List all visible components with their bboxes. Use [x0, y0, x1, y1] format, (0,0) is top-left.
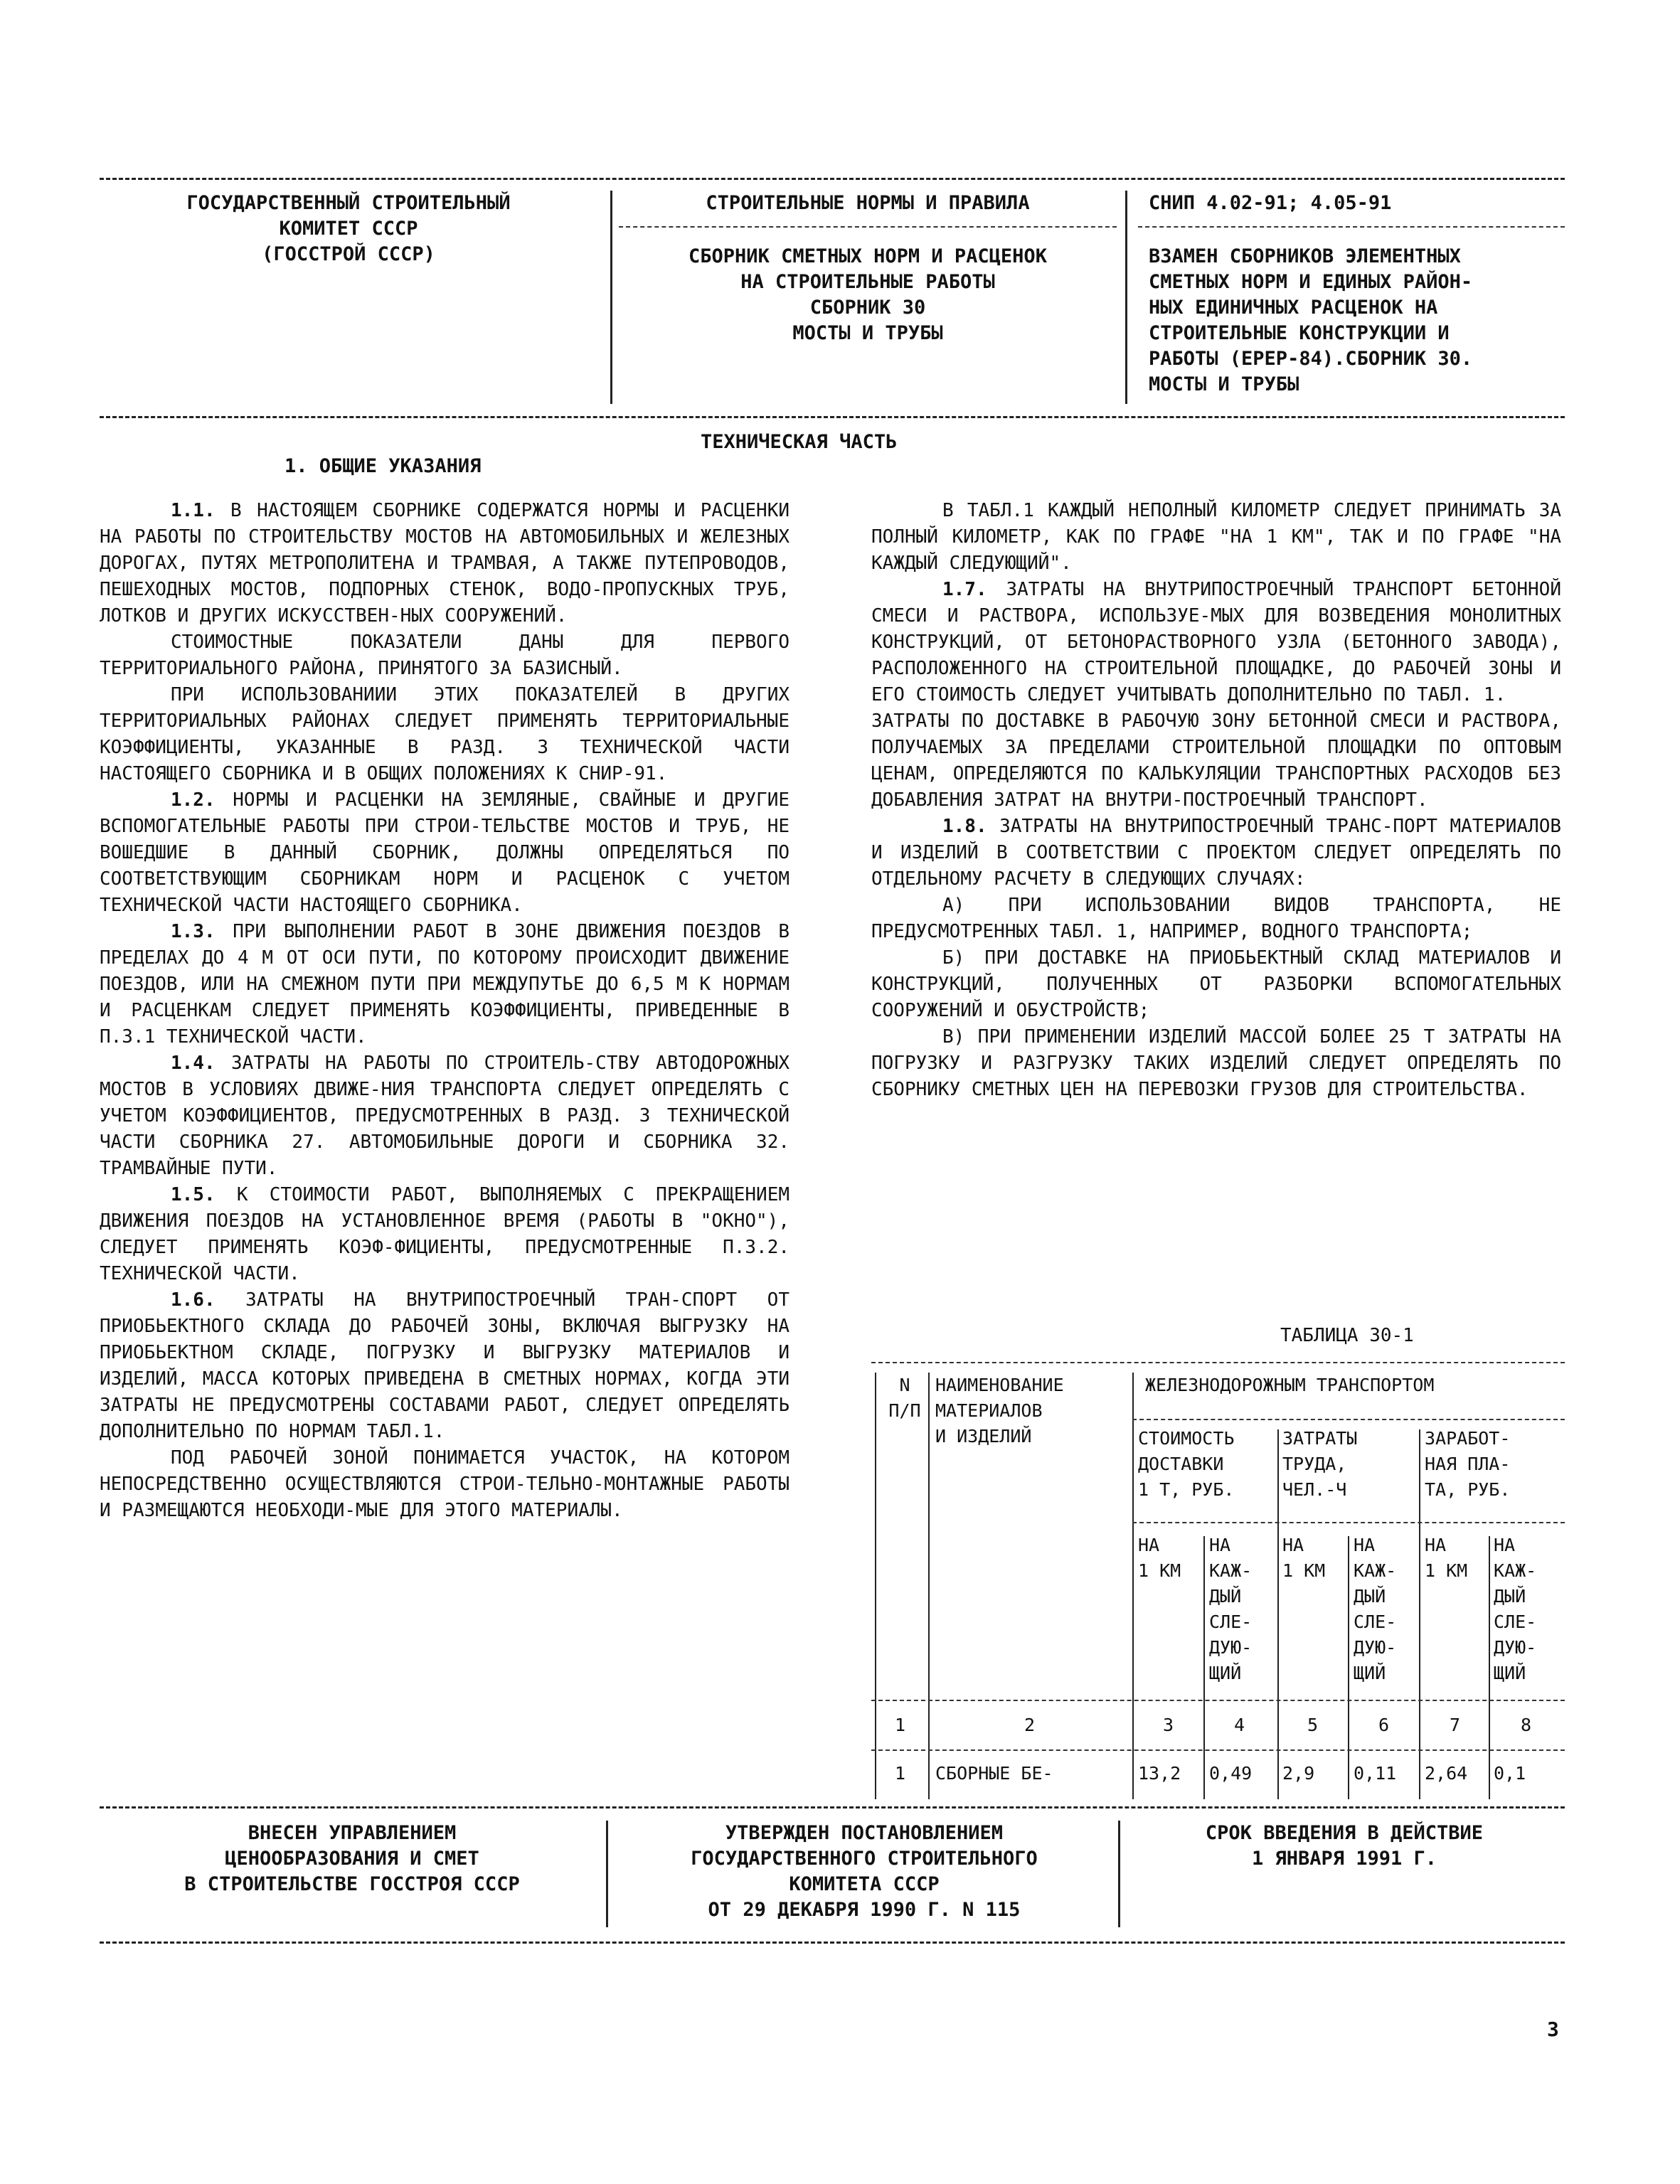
- paragraph-number: 1.7.: [942, 579, 987, 600]
- paragraph-text: ПОД РАБОЧЕЙ ЗОНОЙ ПОНИМАЕТСЯ УЧАСТОК, НА КОТОРОМ НЕПОСРЕДСТВЕННО ОСУЩЕСТВЛЯЮТСЯ СТРОИ-ТЕЛЬНО-МОНТАЖНЫЕ РАБОТЫ И РАЗМЕЩАЮТСЯ НЕОБХОДИ-МЫЕ ДЛЯ ЭТОГО МАТЕРИАЛЫ.: [100, 1447, 790, 1521]
- per-each-header: [1354, 1533, 1396, 1686]
- per-each-header: [1494, 1533, 1536, 1686]
- issuer-line: КОМИТЕТ СССР: [279, 218, 418, 240]
- per-first-label: 1 КМ: [1425, 1560, 1468, 1581]
- per-each-label: ЩИЙ: [1209, 1663, 1242, 1683]
- page-number: 3: [1547, 2018, 1559, 2041]
- subsection-title: 1. ОБЩИЕ УКАЗАНИЯ: [285, 455, 482, 477]
- per-each-label: ДУЮ-: [1354, 1637, 1397, 1658]
- paragraph: [100, 1445, 790, 1524]
- replaces-line: РАБОТЫ (ЕРЕР-84).СБОРНИК 30.: [1149, 348, 1473, 370]
- per-each-label: НА: [1354, 1535, 1376, 1555]
- table-vline: [1132, 1373, 1134, 1799]
- collection-line: МОСТЫ И ТРУБЫ: [792, 322, 943, 344]
- wage-label: ТА, РУБ.: [1425, 1479, 1511, 1500]
- table-top-rule: [871, 1362, 1565, 1363]
- paragraph-text: ЗАТРАТЫ НА ВНУТРИПОСТРОЕЧНЫЙ ТРАНСПОРТ БЕТОННОЙ СМЕСИ И РАСТВОРА, ИСПОЛЬЗУЕ-МЫХ ДЛЯ ВОЗВЕДЕНИЯ МОНОЛИТНЫХ КОНСТРУКЦИЙ, ОТ БЕТОНОРАСТВОРНОГО УЗЛА (БЕТОННОГО ЗАВОДА), РАСПОЛОЖЕННОГО НА СТРОИТЕЛЬНОЙ ПЛОЩАДКЕ, ДО РАБОЧЕЙ ЗОНЫ И ЕГО СТОИМОСТЬ СЛЕДУЕТ УЧИТЫВАТЬ ДОПОЛНИТЕЛЬНО ПО ТАБЛ. 1.: [871, 579, 1561, 705]
- paragraph-text: ПРИ ИСПОЛЬЗОВАНИИИ ЭТИХ ПОКАЗАТЕЛЕЙ В ДРУГИХ ТЕРРИТОРИАЛЬНЫХ РАЙОНАХ СЛЕДУЕТ ПРИМЕНЯТЬ ТЕРРИТОРИАЛЬНЫЕ КОЭФФИЦИЕНТЫ, УКАЗАННЫЕ В РАЗД. 3 ТЕХНИЧЕСКОЙ ЧАСТИ НАСТОЯЩЕГО СБОРНИКА И В ОБЩИХ ПОЛОЖЕНИЯХ К СНИР-91.: [100, 684, 790, 784]
- paragraph: [100, 682, 790, 787]
- paragraph-text: В) ПРИ ПРИМЕНЕНИИ ИЗДЕЛИЙ МАССОЙ БОЛЕЕ 25 Т ЗАТРАТЫ НА ПОГРУЗКУ И РАЗГРУЗКУ ТАКИХ ИЗДЕЛИЙ СЛЕДУЕТ ОПРЕДЕЛЯТЬ ПО СБОРНИКУ СМЕТНЫХ ЦЕН НА ПЕРЕВОЗКИ ГРУЗОВ ДЛЯ СТРОИТЕЛЬСТВА.: [871, 1026, 1561, 1100]
- paragraph: [100, 787, 790, 919]
- per-each-label: КАЖ-: [1209, 1560, 1253, 1581]
- paragraph-text: В ТАБЛ.1 КАЖДЫЙ НЕПОЛНЫЙ КИЛОМЕТР СЛЕДУЕТ ПРИНИМАТЬ ЗА ПОЛНЫЙ КИЛОМЕТР, КАК ПО ГРАФЕ "НА 1 КМ", ТАК И ПО ГРАФЕ "НА КАЖДЫЙ СЛЕДУЮЩИЙ".: [871, 500, 1561, 574]
- group-header: ЖЕЛЕЗНОДОРОЖНЫМ ТРАНСПОРТОМ: [1145, 1375, 1435, 1395]
- labor-label: ЗАТРАТЫ: [1282, 1428, 1358, 1449]
- per-each-label: ДУЮ-: [1494, 1637, 1537, 1658]
- table-hline: [1132, 1419, 1565, 1420]
- replaces-line: СТРОИТЕЛЬНЫЕ КОНСТРУКЦИИ И: [1149, 322, 1450, 344]
- footer-line: СРОК ВВЕДЕНИЯ В ДЕЙСТВИЕ: [1205, 1822, 1484, 1844]
- paragraph: [100, 1182, 790, 1287]
- per-each-label: СЛЕ-: [1209, 1612, 1253, 1632]
- paragraph-number: 1.5.: [171, 1184, 216, 1205]
- table-vline: [1203, 1536, 1205, 1799]
- paragraph: [871, 577, 1561, 708]
- col-name-label: И ИЗДЕЛИЙ: [935, 1426, 1032, 1447]
- footer-approved: [619, 1821, 1110, 1923]
- footer-line: ВНЕСЕН УПРАВЛЕНИЕМ: [248, 1822, 457, 1844]
- cost-header: [1138, 1426, 1234, 1503]
- per-each-label: НА: [1494, 1535, 1516, 1555]
- footer-line: ЦЕНООБРАЗОВАНИЯ И СМЕТ: [225, 1848, 479, 1870]
- column-number: 6: [1378, 1715, 1390, 1735]
- footer-divider-left: [606, 1821, 608, 1927]
- per-each-label: ДЫЙ: [1494, 1586, 1526, 1607]
- right-column: [871, 498, 1561, 1103]
- cost-label: ДОСТАВКИ: [1138, 1454, 1224, 1474]
- table-hline: [871, 1700, 1565, 1701]
- wage-label: НАЯ ПЛА-: [1425, 1454, 1511, 1474]
- table-vline: [1277, 1429, 1279, 1799]
- footer-divider-right: [1118, 1821, 1120, 1927]
- document-code: СНИП 4.02-91; 4.05-91: [1149, 192, 1392, 214]
- paragraph-text: ПРИ ВЫПОЛНЕНИИ РАБОТ В ЗОНЕ ДВИЖЕНИЯ ПОЕЗДОВ В ПРЕДЕЛАХ ДО 4 М ОТ ОСИ ПУТИ, ПО КОТОРОМУ ПРОИСХОДИТ ДВИЖЕНИЕ ПОЕЗДОВ, ИЛИ НА СМЕЖНОМ ПУТИ ПРИ МЕЖДУПУТЬЕ ДО 6,5 М К НОРМАМ И РАСЦЕНКАМ СЛЕДУЕТ ПРИМЕНЯТЬ КОЭФФИЦИЕНТЫ, ПРИВЕДЕННЫЕ В П.З.1 ТЕХНИЧЕСКОЙ ЧАСТИ.: [100, 921, 790, 1048]
- per-each-label: КАЖ-: [1354, 1560, 1397, 1581]
- paragraph: [871, 893, 1561, 945]
- header-inner-rule: [619, 226, 1117, 228]
- per-each-label: СЛЕ-: [1354, 1612, 1397, 1632]
- paragraph-text: СТОИМОСТНЫЕ ПОКАЗАТЕЛИ ДАНЫ ДЛЯ ПЕРВОГО ТЕРРИТОРИАЛЬНОГО РАЙОНА, ПРИНЯТОГО ЗА БАЗИСНЫЙ.: [100, 632, 790, 679]
- header-bottom-rule: [100, 416, 1565, 418]
- replaces-line: НЫХ ЕДИНИЧНЫХ РАСЦЕНОК НА: [1149, 297, 1438, 319]
- paragraph: [100, 629, 790, 682]
- paragraph-number: 1.4.: [171, 1053, 216, 1074]
- paragraph: [871, 945, 1561, 1024]
- labor-label: ЧЕЛ.-Ч: [1282, 1479, 1347, 1500]
- paragraph: [100, 1287, 790, 1445]
- paragraph-number: 1.6.: [171, 1289, 216, 1311]
- footer-effective: [1131, 1821, 1558, 1872]
- replaces-line: МОСТЫ И ТРУБЫ: [1149, 373, 1299, 395]
- per-each-label: ЩИЙ: [1494, 1663, 1526, 1683]
- per-each-label: ДЫЙ: [1354, 1586, 1386, 1607]
- replaces-line: СМЕТНЫХ НОРМ И ЕДИНЫХ РАЙОН-: [1149, 271, 1473, 293]
- column-number: 2: [1024, 1715, 1036, 1735]
- table-cell: СБОРНЫЕ БЕ-: [935, 1763, 1053, 1784]
- per-first-header: [1138, 1533, 1181, 1584]
- table-vline: [928, 1373, 930, 1799]
- table-hline: [1132, 1522, 1565, 1523]
- per-each-label: КАЖ-: [1494, 1560, 1537, 1581]
- column-number: 3: [1163, 1715, 1174, 1735]
- paragraph-text: В НАСТОЯЩЕМ СБОРНИКЕ СОДЕРЖАТСЯ НОРМЫ И РАСЦЕНКИ НА РАБОТЫ ПО СТРОИТЕЛЬСТВУ МОСТОВ НА АВТОМОБИЛЬНЫХ И ЖЕЛЕЗНЫХ ДОРОГАХ, ПУТЯХ МЕТРОПОЛИТЕНА И ТРАМВАЯ, А ТАКЖЕ ПУТЕПРОВОДОВ, ПЕШЕХОДНЫХ МОСТОВ, ПОДПОРНЫХ СТЕНОК, ВОДО-ПРОПУСКНЫХ ТРУБ, ЛОТКОВ И ДРУГИХ ИСКУССТВЕН-НЫХ СООРУЖЕНИЙ.: [100, 500, 790, 627]
- collection-block: [619, 244, 1117, 346]
- per-first-label: НА: [1138, 1535, 1160, 1555]
- paragraph-text: ЗАТРАТЫ НА РАБОТЫ ПО СТРОИТЕЛЬ-СТВУ АВТОДОРОЖНЫХ МОСТОВ В УСЛОВИЯХ ДВИЖЕ-НИЯ ТРАНСПОРТА СЛЕДУЕТ ОПРЕДЕЛЯТЬ С УЧЕТОМ КОЭФФИЦИЕНТОВ, ПРЕДУСМОТРЕННЫХ В РАЗД. 3 ТЕХНИЧЕСКОЙ ЧАСТИ СБОРНИКА 27. АВТОМОБИЛЬНЫЕ ДОРОГИ И СБОРНИКА 32. ТРАМВАЙНЫЕ ПУТИ.: [100, 1053, 790, 1179]
- per-each-label: ДУЮ-: [1209, 1637, 1253, 1658]
- per-first-header: [1425, 1533, 1467, 1584]
- header-divider-right: [1125, 191, 1127, 404]
- paragraph: [871, 498, 1561, 577]
- table-cell: 2,9: [1282, 1763, 1315, 1784]
- table-cell: 1: [895, 1763, 906, 1784]
- footer-line: В СТРОИТЕЛЬСТВЕ ГОССТРОЯ СССР: [184, 1873, 520, 1895]
- header-top-rule: [100, 178, 1565, 180]
- wage-label: ЗАРАБОТ-: [1425, 1428, 1511, 1449]
- paragraph: [871, 814, 1561, 893]
- footer-bottom-rule: [100, 1941, 1565, 1944]
- paragraph: [871, 1024, 1561, 1103]
- paragraph-text: ЗАТРАТЫ НА ВНУТРИПОСТРОЕЧНЫЙ ТРАН-СПОРТ ОТ ПРИОБЬЕКТНОГО СКЛАДА ДО РАБОЧЕЙ ЗОНЫ, ВКЛЮЧАЯ ВЫГРУЗКУ НА ПРИОБЬЕКТНОМ СКЛАДЕ, ПОГРУЗКУ И ВЫГРУЗКУ МАТЕРИАЛОВ И ИЗДЕЛИЙ, МАССА КОТОРЫХ ПРИВЕДЕНА В СМЕТНЫХ НОРМАХ, КОГДА ЭТИ ЗАТРАТЫ НЕ ПРЕДУСМОТРЕНЫ СОСТАВАМИ РАБОТ, СЛЕДУЕТ ОПРЕДЕЛЯТЬ ДОПОЛНИТЕЛЬНО ПО НОРМАМ ТАБЛ.1.: [100, 1289, 790, 1442]
- footer-top-rule: [100, 1806, 1565, 1809]
- collection-line: СБОРНИК СМЕТНЫХ НОРМ И РАСЦЕНОК: [689, 245, 1047, 267]
- table-hline: [871, 1749, 1565, 1751]
- table-cell: 0,49: [1209, 1763, 1253, 1784]
- col-name-label: МАТЕРИАЛОВ: [935, 1400, 1043, 1421]
- footer-line: 1 ЯНВАРЯ 1991 Г.: [1251, 1848, 1437, 1870]
- left-column: [100, 498, 790, 1524]
- per-each-label: ЩИЙ: [1354, 1663, 1386, 1683]
- footer-line: ГОСУДАРСТВЕННОГО СТРОИТЕЛЬНОГО: [691, 1848, 1038, 1870]
- norms-title: [619, 191, 1117, 216]
- table-cell: 0,1: [1494, 1763, 1526, 1784]
- table-cell: 13,2: [1138, 1763, 1181, 1784]
- per-first-label: НА: [1425, 1535, 1447, 1555]
- per-each-label: ДЫЙ: [1209, 1586, 1242, 1607]
- wage-header: [1425, 1426, 1510, 1503]
- labor-header: [1282, 1426, 1357, 1503]
- table-vline: [875, 1373, 876, 1799]
- footer-line: ОТ 29 ДЕКАБРЯ 1990 Г. N 115: [708, 1899, 1021, 1921]
- paragraph-text: К СТОИМОСТИ РАБОТ, ВЫПОЛНЯЕМЫХ С ПРЕКРАЩЕНИЕМ ДВИЖЕНИЯ ПОЕЗДОВ НА УСТАНОВЛЕННОЕ ВРЕМЯ (РАБОТЫ В "ОКНО"), СЛЕДУЕТ ПРИМЕНЯТЬ КОЭФ-ФИЦИЕНТЫ, ПРЕДУСМОТРЕННЫЕ П.3.2. ТЕХНИЧЕСКОЙ ЧАСТИ.: [100, 1184, 790, 1284]
- per-first-label: НА: [1282, 1535, 1304, 1555]
- labor-label: ТРУДА,: [1282, 1454, 1347, 1474]
- footer-submitted: [107, 1821, 597, 1897]
- issuer-line: (ГОССТРОЙ СССР): [262, 243, 435, 265]
- table-vline: [1419, 1429, 1420, 1799]
- collection-line: СБОРНИК 30: [809, 297, 926, 319]
- column-number: 4: [1234, 1715, 1245, 1735]
- table-cell: 0,11: [1354, 1763, 1397, 1784]
- per-first-label: 1 КМ: [1282, 1560, 1326, 1581]
- table-caption: ТАБЛИЦА 30-1: [1280, 1325, 1414, 1346]
- column-number: 1: [895, 1715, 906, 1735]
- paragraph: [100, 1050, 790, 1182]
- paragraph: [100, 919, 790, 1050]
- paragraph: [871, 708, 1561, 814]
- header-divider-left: [610, 191, 612, 404]
- cost-label: СТОИМОСТЬ: [1138, 1428, 1235, 1449]
- col-no-header: [883, 1373, 926, 1424]
- table-cell: 2,64: [1425, 1763, 1468, 1784]
- per-first-header: [1282, 1533, 1325, 1584]
- per-each-header: [1209, 1533, 1252, 1686]
- paragraph-text: НОРМЫ И РАСЦЕНКИ НА ЗЕМЛЯНЫЕ, СВАЙНЫЕ И ДРУГИЕ ВСПОМОГАТЕЛЬНЫЕ РАБОТЫ ПРИ СТРОИ-ТЕЛЬСТВЕ МОСТОВ И ТРУБ, НЕ ВОШЕДШИЕ В ДАННЫЙ СБОРНИК, ДОЛЖНЫ ОПРЕДЕЛЯТЬСЯ ПО СООТВЕТСТВУЮЩИМ СБОРНИКАМ НОРМ И РАСЦЕНОК С УЧЕТОМ ТЕХНИЧЕСКОЙ ЧАСТИ НАСТОЯЩЕГО СБОРНИКА.: [100, 789, 790, 916]
- paragraph-text: ЗАТРАТЫ ПО ДОСТАВКЕ В РАБОЧУЮ ЗОНУ БЕТОННОЙ СМЕСИ И РАСТВОРА, ПОЛУЧАЕМЫХ ЗА ПРЕДЕЛАМИ СТРОИТЕЛЬНОЙ ПЛОЩАДКИ ПО ОПТОВЫМ ЦЕНАМ, ОПРЕДЕЛЯЮТСЯ ПО КАЛЬКУЛЯЦИИ ТРАНСПОРТНЫХ РАСХОДОВ БЕЗ ДОБАВЛЕНИЯ ЗАТРАТ НА ВНУТРИ-ПОСТРОЕЧНЫЙ ТРАНСПОРТ.: [871, 710, 1561, 811]
- per-each-label: СЛЕ-: [1494, 1612, 1537, 1632]
- table-vline: [1489, 1536, 1490, 1799]
- header-inner-rule-right: [1138, 226, 1565, 228]
- footer-line: УТВЕРЖДЕН ПОСТАНОВЛЕНИЕМ: [725, 1822, 1004, 1844]
- table-vline: [1348, 1536, 1349, 1799]
- replaces-block: [1149, 244, 1472, 398]
- collection-line: НА СТРОИТЕЛЬНЫЕ РАБОТЫ: [740, 271, 995, 293]
- column-number: 7: [1450, 1715, 1461, 1735]
- replaces-line: ВЗАМЕН СБОРНИКОВ ЭЛЕМЕНТНЫХ: [1149, 245, 1461, 267]
- issuer-block: [107, 191, 590, 267]
- col-no-label: N: [899, 1375, 910, 1395]
- section-title: ТЕХНИЧЕСКАЯ ЧАСТЬ: [701, 431, 898, 453]
- paragraph-text: ЗАТРАТЫ НА ВНУТРИПОСТРОЕЧНЫЙ ТРАНС-ПОРТ МАТЕРИАЛОВ И ИЗДЕЛИЙ В СООТВЕТСТВИИ С ПРОЕКТОМ СЛЕДУЕТ ОПРЕДЕЛЯТЬ ПО ОТДЕЛЬНОМУ РАСЧЕТУ В СЛЕДУЮЩИХ СЛУЧАЯХ:: [871, 816, 1561, 890]
- per-each-label: НА: [1209, 1535, 1231, 1555]
- paragraph-number: 1.1.: [171, 500, 216, 521]
- footer-line: КОМИТЕТА СССР: [789, 1873, 940, 1895]
- column-number: 8: [1521, 1715, 1532, 1735]
- column-number: 5: [1307, 1715, 1319, 1735]
- paragraph-number: 1.8.: [942, 816, 987, 837]
- per-first-label: 1 КМ: [1138, 1560, 1181, 1581]
- col-name-label: НАИМЕНОВАНИЕ: [935, 1375, 1064, 1395]
- issuer-line: ГОСУДАРСТВЕННЫЙ СТРОИТЕЛЬНЫЙ: [186, 192, 511, 214]
- paragraph-number: 1.2.: [171, 789, 216, 811]
- paragraph: [100, 498, 790, 629]
- paragraph-text: Б) ПРИ ДОСТАВКЕ НА ПРИОБЬЕКТНЫЙ СКЛАД МАТЕРИАЛОВ И КОНСТРУКЦИЙ, ПОЛУЧЕННЫХ ОТ РАЗБОРКИ ВСПОМОГАТЕЛЬНЫХ СООРУЖЕНИЙ И ОБУСТРОЙСТВ;: [871, 947, 1561, 1021]
- col-name-header: [935, 1373, 1064, 1449]
- paragraph-text: А) ПРИ ИСПОЛЬЗОВАНИИ ВИДОВ ТРАНСПОРТА, НЕ ПРЕДУСМОТРЕННЫХ ТАБЛ. 1, НАПРИМЕР, ВОДНОГО ТРАНСПОРТА;: [871, 895, 1561, 942]
- norms-title-text: СТРОИТЕЛЬНЫЕ НОРМЫ И ПРАВИЛА: [706, 192, 1030, 214]
- col-no-label: П/П: [888, 1400, 921, 1421]
- paragraph-number: 1.3.: [171, 921, 216, 942]
- cost-label: 1 Т, РУБ.: [1138, 1479, 1235, 1500]
